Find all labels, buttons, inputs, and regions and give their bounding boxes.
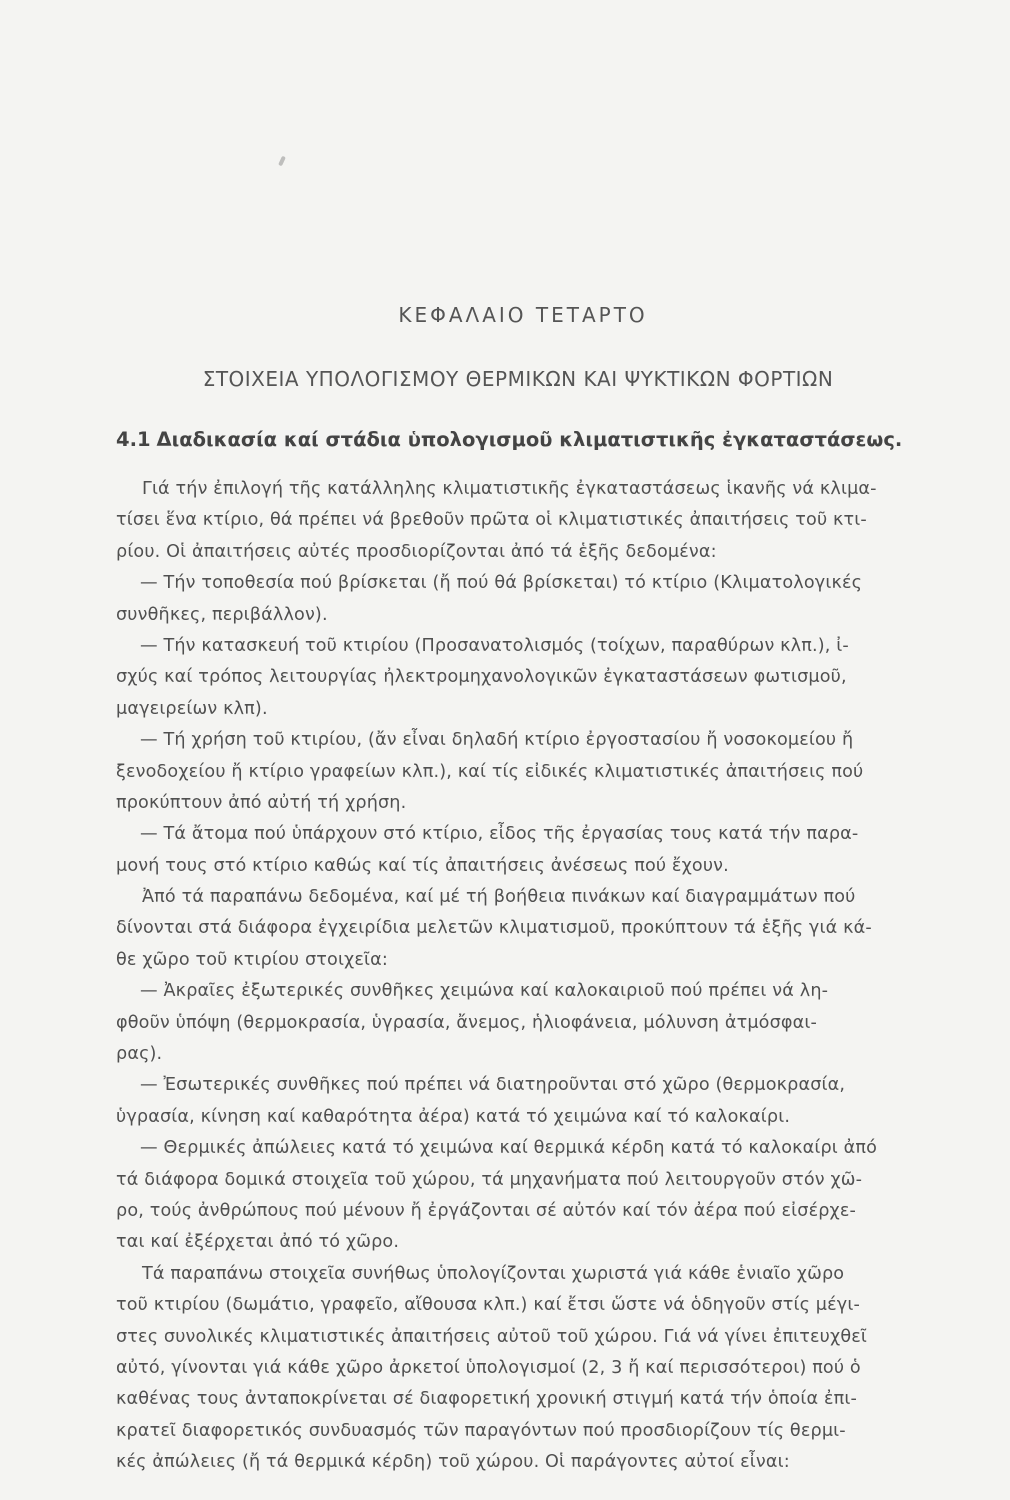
text-line: τίσει ἕνα κτίριο, θά πρέπει νά βρεθοῦν πρῶτα οἱ κλιματιστικές ἀπαιτήσεις τοῦ κτι- <box>116 510 867 531</box>
chapter-title: ΣΤΟΙΧΕΙΑ ΥΠΟΛΟΓΙΣΜΟΥ ΘΕΡΜΙΚΩΝ ΚΑΙ ΨΥΚΤΙΚΩΝ ΦΟΡΤΙΩΝ <box>202 367 834 391</box>
text-line: στες συνολικές κλιματιστικές ἀπαιτήσεις αὐτοῦ τοῦ χώρου. Γιά νά γίνει ἐπιτευχθεῖ <box>116 1326 868 1347</box>
text-line: καθένας τους ἀνταποκρίνεται σέ διαφορετική χρονική στιγμή κατά τήν ὁποία ἐπι- <box>116 1389 858 1410</box>
text-line: τά διάφορα δομικά στοιχεῖα τοῦ χώρου, τά μηχανήματα πού λειτουργοῦν στόν χῶ- <box>116 1169 863 1190</box>
text-line: Ἀπό τά παραπάνω δεδομένα, καί μέ τή βοήθεια πινάκων καί διαγραμμάτων πού <box>142 887 856 908</box>
section-heading <box>116 428 902 451</box>
text-line: μαγειρείων κλπ). <box>116 698 268 719</box>
text-line: — Τήν κατασκευή τοῦ κτιρίου (Προσανατολισμός (τοίχων, παραθύρων κλπ.), ἰ- <box>140 635 849 656</box>
text-line: ρο, τούς ἀνθρώπους πού μένουν ἤ ἐργάζονται σέ αὐτόν καί τόν ἀέρα πού εἰσέρχε- <box>116 1200 857 1221</box>
chapter-label: ΚΕΦΑΛΑΙΟ ΤΕΤΑΡΤΟ <box>398 303 648 327</box>
text-line: Γιά τήν ἐπιλογή τῆς κατάλληλης κλιματιστικῆς ἐγκαταστάσεως ἱκανῆς νά κλιμα- <box>142 479 877 499</box>
text-line: θε χῶρο τοῦ κτιρίου στοιχεῖα: <box>116 949 388 970</box>
text-line: — Τή χρήση τοῦ κτιρίου, (ἄν εἶναι δηλαδή κτίριο ἐργοστασίου ἤ νοσοκομείου ἤ <box>140 730 854 751</box>
text-line: συνθῆκες, περιβάλλον). <box>116 604 328 625</box>
text-line: αὐτό, γίνονται γιά κάθε χῶρο ἀρκετοί ὑπολογισμοί (2, 3 ἤ καί περισσότεροι) πού ὁ <box>116 1357 861 1378</box>
stray-ink-mark <box>278 156 286 167</box>
text-line: ρας). <box>116 1044 163 1065</box>
text-line: ρίου. Οἱ ἀπαιτήσεις αὐτές προσδιορίζονται ἀπό τά ἑξῆς δεδομένα: <box>116 541 717 562</box>
text-line: ται καί ἐξέρχεται ἀπό τό χῶρο. <box>116 1232 400 1253</box>
text-line: — Τήν τοποθεσία πού βρίσκεται (ἤ πού θά βρίσκεται) τό κτίριο (Κλιματολογικές <box>140 573 863 594</box>
text-line: προκύπτουν ἀπό αὐτή τή χρήση. <box>116 792 407 813</box>
section-number: 4.1 <box>116 428 151 451</box>
text-line: ὑγρασία, κίνηση καί καθαρότητα ἀέρα) κατά τό χειμώνα καί τό καλοκαίρι. <box>116 1106 791 1127</box>
text-line: — Θερμικές ἀπώλειες κατά τό χειμώνα καί θερμικά κέρδη κατά τό καλοκαίρι ἀπό <box>140 1138 878 1159</box>
text-line: Τά παραπάνω στοιχεῖα συνήθως ὑπολογίζονται χωριστά γιά κάθε ἑνιαῖο χῶρο <box>142 1263 845 1284</box>
text-line: κές ἀπώλειες (ἤ τά θερμικά κέρδη) τοῦ χώρου. Οἱ παράγοντες αὐτοί εἶναι: <box>116 1452 790 1473</box>
text-line: — Τά ἄτομα πού ὑπάρχουν στό κτίριο, εἶδος τῆς ἐργασίας τους κατά τήν παρα- <box>140 824 859 845</box>
text-line: σχύς καί τρόπος λειτουργίας ἠλεκτρομηχανολογικῶν ἐγκαταστάσεων φωτισμοῦ, <box>116 667 847 688</box>
text-line: ξενοδοχείου ἤ κτίριο γραφείων κλπ.), καί τίς εἰδικές κλιματιστικές ἀπαιτήσεις πού <box>116 761 864 782</box>
text-line: φθοῦν ὑπόψη (θερμοκρασία, ὑγρασία, ἄνεμος, ἡλιοφάνεια, μόλυνση ἀτμόσφαι- <box>116 1012 817 1033</box>
section-heading-text: Διαδικασία καί στάδια ὑπολογισμοῦ κλιματιστικῆς ἐγκαταστάσεως. <box>156 428 903 451</box>
text-line: μονή τους στό κτίριο καθώς καί τίς ἀπαιτήσεις ἀνέσεως πού ἔχουν. <box>116 855 729 876</box>
text-line: κρατεῖ διαφορετικός συνδυασμός τῶν παραγόντων πού προσδιορίζουν τίς θερμι- <box>116 1420 846 1441</box>
text-line: δίνονται στά διάφορα ἐγχειρίδια μελετῶν κλιματισμοῦ, προκύπτουν τά ἑξῆς γιά κά- <box>116 918 872 939</box>
text-line: τοῦ κτιρίου (δωμάτιο, γραφεῖο, αἴθουσα κλπ.) καί ἔτσι ὥστε νά ὁδηγοῦν στίς μέγι- <box>116 1295 860 1316</box>
body-text <box>116 474 956 1479</box>
text-line: — Ἐσωτερικές συνθῆκες πού πρέπει νά διατηροῦνται στό χῶρο (θερμοκρασία, <box>140 1075 846 1096</box>
text-line: — Ἀκραῖες ἐξωτερικές συνθῆκες χειμώνα καί καλοκαιριοῦ πού πρέπει νά λη- <box>140 981 829 1002</box>
